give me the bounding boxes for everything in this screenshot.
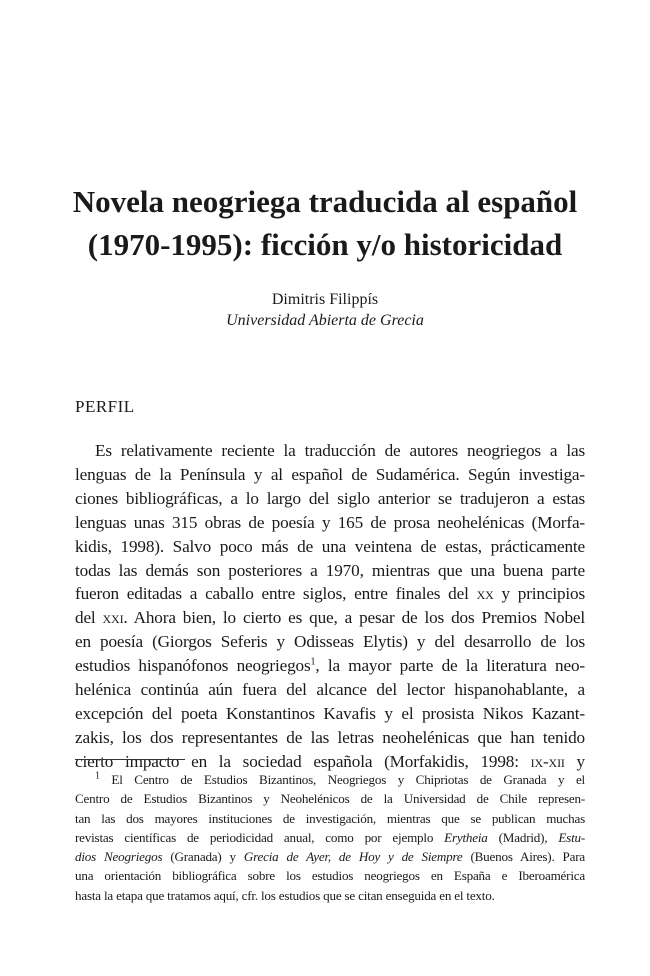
paragraph-line: cierto impacto en la sociedad española (Morfakidis, 1998: ix-xii y [75,751,585,771]
paragraph-line: excepción del poeta Konstantinos Kavafis y el prosista Nikos Kazant- [75,703,585,723]
footnote [75,770,585,905]
chapter-title [40,180,610,266]
footnote-line: revistas científicas de periodicidad anual, como por ejemplo Erytheia (Madrid), Estu- [75,829,586,845]
author-name: Dimitris Filippís [271,291,379,308]
paragraph-line: fueron editadas a caballo entre siglos, entre finales del xx y principios [75,584,585,604]
footnote-mark: 1 [95,770,100,782]
page-range-numeral: ix-xii [530,751,565,771]
footnote-line: dios Neogriegos (Granada) y Grecia de Ayer, de Hoy y de Siempre (Buenos Aires). Para [75,849,585,865]
paragraph-line: helénica continúa aún fuera del alcance del lector hispanohablante, a [75,680,585,700]
footnote-separator [75,759,185,760]
paragraph-line: zakis, los dos representantes de las letras neohelénicas que han tenido [75,727,585,747]
footnote-line: hasta la etapa que tratamos aquí, cfr. los estudios que se citan enseguida en el texto. [75,887,495,903]
paragraph-line: estudios hispanófonos neogriegos$^1$, la mayor parte de la literatura neo- [75,656,585,676]
journal-title: Erytheia [444,829,488,845]
paragraph-line: ciones bibliográficas, a lo largo del siglo anterior se tradujeron a estas [75,488,585,508]
body-paragraph [75,439,585,774]
paragraph-line: del xxi. Ahora bien, lo cierto es que, a pesar de los dos Premios Nobel [75,608,585,628]
century-numeral: xx [476,584,494,604]
paragraph-line: lenguas de la Península y al español de Sudamérica. Según investiga- [75,464,585,484]
paragraph-line: kidis, 1998). Salvo poco más de una veintena de estas, prácticamente [75,536,585,556]
footnote-line: una orientación bibliográfica sobre los estudios neogriegos en España e Iberoamérica [75,868,585,884]
journal-title: dios Neogriegos [75,849,163,865]
paragraph-line: todas las demás son posteriores a 1970, mientras que una buena parte [75,560,585,580]
chapter-title-line-2: (1970-1995): ficción y/o historicidad [87,227,563,262]
paragraph-line: en poesía (Giorgos Seferis y Odisseas Elytis) y del desarrollo de los [75,632,585,652]
author-affiliation: Universidad Abierta de Grecia [226,312,424,329]
paragraph-line: lenguas unas 315 obras de poesía y 165 de prosa neohelénicas (Morfa- [75,512,585,532]
paragraph-line: Es relativamente reciente la traducción de autores neogriegos a las [95,441,585,460]
section-heading: PERFIL [75,397,135,416]
footnote-line: Centro de Estudios Bizantinos y Neohelénicos de la Universidad de Chile represen- [75,791,585,807]
journal-title: Grecia de Ayer, de Hoy y de Siempre [243,849,463,865]
chapter-title-line-1: Novela neogriega traducida al español [72,184,578,219]
footnote-reference[interactable]: 1 [310,656,316,668]
footnote-line: tan las dos mayores instituciones de investigación, mientras que se publican muchas [75,810,585,826]
journal-title: Estu- [558,829,586,845]
century-numeral: xxi [102,608,124,628]
footnote-line: $^1$ El Centro de Estudios Bizantinos, Neogriegos y Chipriotas de Granada y el [95,770,585,787]
